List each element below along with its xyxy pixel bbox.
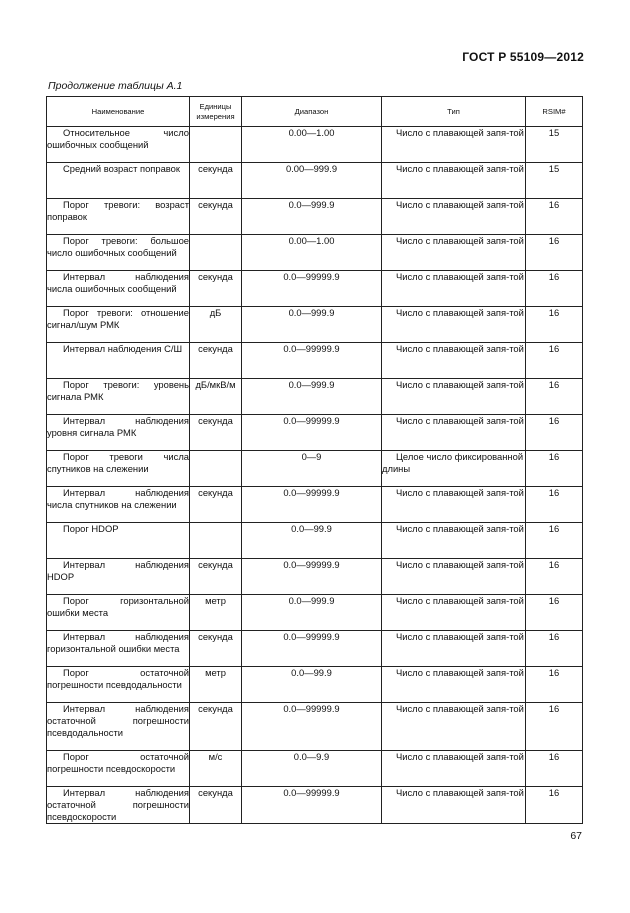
cell-unit: секунда <box>190 703 242 751</box>
table-row <box>47 703 583 751</box>
table-header-row <box>47 97 583 127</box>
table-row <box>47 163 583 199</box>
table-row <box>47 595 583 631</box>
cell-range: 0.0—99.9 <box>242 667 382 703</box>
cell-type: Число с плавающей запя-той <box>382 343 526 379</box>
cell-name: Порог тревоги: отношение сигнал/шум РМК <box>47 307 190 343</box>
cell-type: Число с плавающей запя-той <box>382 235 526 271</box>
table-row <box>47 487 583 523</box>
cell-name: Порог тревоги: возраст поправок <box>47 199 190 235</box>
cell-range: 0.0—99999.9 <box>242 787 382 824</box>
cell-rsim: 16 <box>526 415 583 451</box>
cell-unit <box>190 235 242 271</box>
standard-header: ГОСТ Р 55109—2012 <box>462 50 584 64</box>
page-number: 67 <box>570 830 582 842</box>
cell-rsim: 16 <box>526 751 583 787</box>
cell-type: Число с плавающей запя-той <box>382 703 526 751</box>
table-row <box>47 451 583 487</box>
cell-name: Порог остаточной погрешности псевдоскорости <box>47 751 190 787</box>
cell-range: 0.0—999.9 <box>242 379 382 415</box>
cell-name: Интервал наблюдения HDOP <box>47 559 190 595</box>
table-row <box>47 667 583 703</box>
cell-unit: дБ <box>190 307 242 343</box>
cell-type: Число с плавающей запя-той <box>382 415 526 451</box>
cell-unit: секунда <box>190 631 242 667</box>
cell-rsim: 16 <box>526 271 583 307</box>
cell-unit: дБ/мкВ/м <box>190 379 242 415</box>
cell-name: Относительное число ошибочных сообщений <box>47 127 190 163</box>
table-row <box>47 127 583 163</box>
cell-unit: метр <box>190 595 242 631</box>
cell-type: Число с плавающей запя-той <box>382 559 526 595</box>
cell-range: 0.00—1.00 <box>242 127 382 163</box>
table-row <box>47 523 583 559</box>
cell-type: Число с плавающей запя-той <box>382 787 526 824</box>
cell-type: Целое число фиксированной длины <box>382 451 526 487</box>
cell-type: Число с плавающей запя-той <box>382 595 526 631</box>
cell-unit: секунда <box>190 415 242 451</box>
cell-name: Средний возраст поправок <box>47 163 190 199</box>
header-name: Наименование <box>47 97 190 127</box>
cell-rsim: 16 <box>526 451 583 487</box>
cell-rsim: 16 <box>526 595 583 631</box>
header-rsim: RSIM# <box>526 97 583 127</box>
table-row <box>47 343 583 379</box>
cell-range: 0.0—99999.9 <box>242 487 382 523</box>
cell-type: Число с плавающей запя-той <box>382 487 526 523</box>
cell-name: Интервал наблюдения остаточной погрешности псевдодальности <box>47 703 190 751</box>
cell-name: Порог остаточной погрешности псевдодальности <box>47 667 190 703</box>
cell-unit: м/с <box>190 751 242 787</box>
table-row <box>47 787 583 824</box>
cell-rsim: 16 <box>526 787 583 824</box>
cell-range: 0.0—99999.9 <box>242 559 382 595</box>
cell-unit: секунда <box>190 199 242 235</box>
cell-type: Число с плавающей запя-той <box>382 199 526 235</box>
cell-unit <box>190 523 242 559</box>
table-row <box>47 631 583 667</box>
cell-range: 0.0—99.9 <box>242 523 382 559</box>
cell-type: Число с плавающей запя-той <box>382 379 526 415</box>
cell-rsim: 16 <box>526 667 583 703</box>
parameters-table <box>46 96 583 824</box>
cell-rsim: 15 <box>526 127 583 163</box>
cell-name: Интервал наблюдения остаточной погрешности псевдоскорости <box>47 787 189 822</box>
cell-range: 0—9 <box>242 451 382 487</box>
cell-type: Число с плавающей запя-той <box>382 667 526 703</box>
cell-name: Порог тревоги: большое число ошибочных сообщений <box>47 235 190 271</box>
table-row <box>47 307 583 343</box>
cell-name: Порог горизонтальной ошибки места <box>47 595 190 631</box>
cell-rsim: 16 <box>526 703 583 751</box>
cell-type: Число с плавающей запя-той <box>382 127 526 163</box>
cell-rsim: 16 <box>526 559 583 595</box>
cell-rsim: 16 <box>526 343 583 379</box>
table-row <box>47 379 583 415</box>
cell-name: Интервал наблюдения С/Ш <box>47 343 190 379</box>
cell-name: Порог тревоги числа спутников на слежении <box>47 451 190 487</box>
cell-name: Порог HDOP <box>47 523 190 559</box>
cell-type: Число с плавающей запя-той <box>382 307 526 343</box>
table-row <box>47 415 583 451</box>
table-caption: Продолжение таблицы А.1 <box>48 80 183 92</box>
cell-range: 0.0—99999.9 <box>242 415 382 451</box>
cell-unit: секунда <box>190 487 242 523</box>
cell-unit: секунда <box>190 343 242 379</box>
table-row <box>47 751 583 787</box>
cell-range: 0.0—999.9 <box>242 199 382 235</box>
cell-rsim: 16 <box>526 379 583 415</box>
cell-type: Число с плавающей запя-той <box>382 163 526 199</box>
table-row <box>47 271 583 307</box>
cell-rsim: 16 <box>526 487 583 523</box>
cell-name: Интервал наблюдения числа спутников на слежении <box>47 487 190 523</box>
cell-unit: секунда <box>190 163 242 199</box>
cell-unit: секунда <box>190 787 242 824</box>
cell-range: 0.0—99999.9 <box>242 343 382 379</box>
cell-range: 0.0—999.9 <box>242 595 382 631</box>
cell-rsim: 15 <box>526 163 583 199</box>
cell-unit: секунда <box>190 559 242 595</box>
cell-unit <box>190 127 242 163</box>
cell-rsim: 16 <box>526 523 583 559</box>
cell-range: 0.00—1.00 <box>242 235 382 271</box>
cell-range: 0.0—9.9 <box>242 751 382 787</box>
cell-rsim: 16 <box>526 307 583 343</box>
cell-range: 0.0—99999.9 <box>242 271 382 307</box>
cell-unit <box>190 451 242 487</box>
header-type: Тип <box>382 97 526 127</box>
cell-type: Число с плавающей запя-той <box>382 523 526 559</box>
cell-rsim: 16 <box>526 199 583 235</box>
table-row <box>47 199 583 235</box>
cell-type: Число с плавающей запя-той <box>382 271 526 307</box>
cell-range: 0.0—99999.9 <box>242 631 382 667</box>
table-body <box>47 127 583 824</box>
table-row <box>47 559 583 595</box>
cell-unit: секунда <box>190 271 242 307</box>
cell-name: Интервал наблюдения числа ошибочных сообщений <box>47 271 190 307</box>
header-range: Диапазон <box>242 97 382 127</box>
cell-name: Интервал наблюдения уровня сигнала РМК <box>47 415 190 451</box>
cell-type: Число с плавающей запя-той <box>382 631 526 667</box>
cell-range: 0.0—99999.9 <box>242 703 382 751</box>
cell-unit: метр <box>190 667 242 703</box>
cell-range: 0.0—999.9 <box>242 307 382 343</box>
cell-name: Порог тревоги: уровень сигнала РМК <box>47 379 190 415</box>
cell-range: 0.00—999.9 <box>242 163 382 199</box>
table-row <box>47 235 583 271</box>
header-unit: Единицы измерения <box>190 97 242 127</box>
cell-rsim: 16 <box>526 235 583 271</box>
cell-type: Число с плавающей запя-той <box>382 751 526 787</box>
cell-name: Интервал наблюдения горизонтальной ошибки места <box>47 631 190 667</box>
cell-rsim: 16 <box>526 631 583 667</box>
